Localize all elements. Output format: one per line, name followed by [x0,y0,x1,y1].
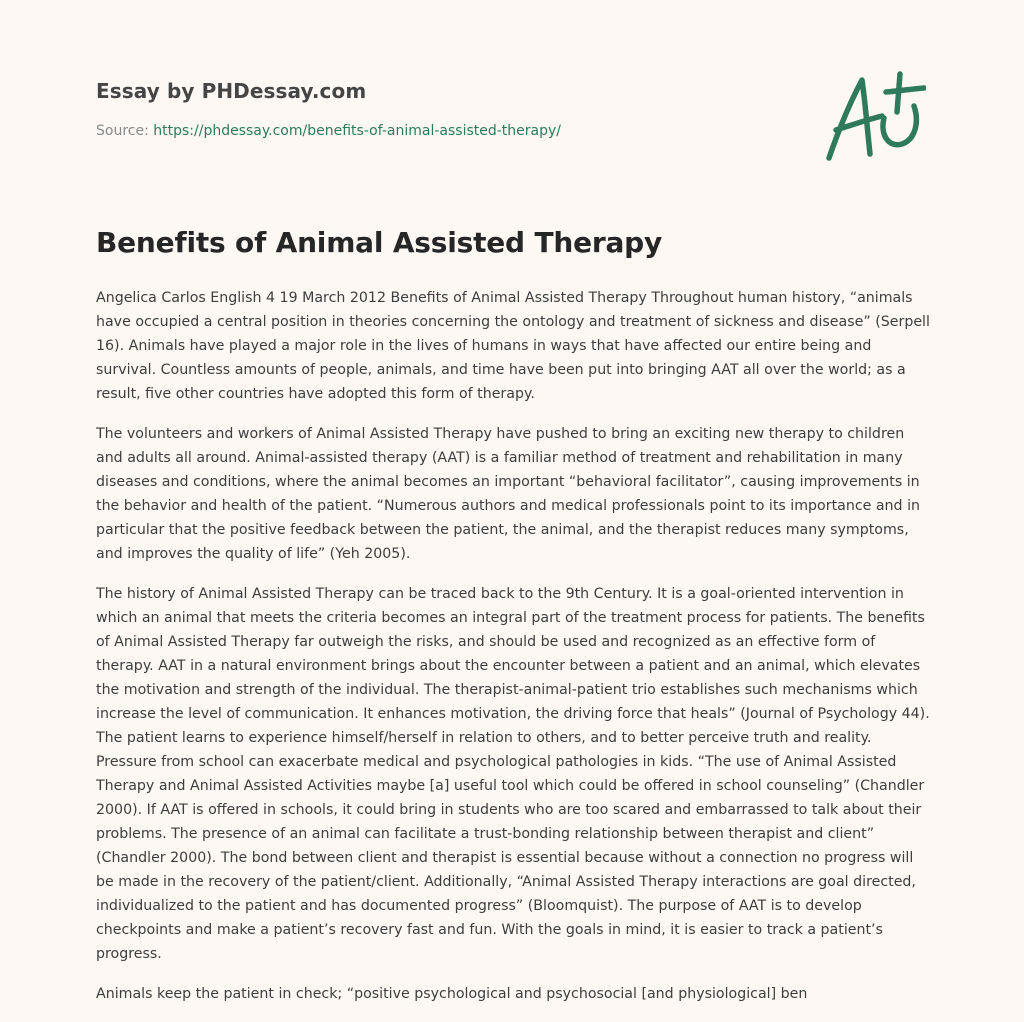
source-label: Source: [96,123,154,139]
essay-body [96,286,932,1022]
source-line [96,123,561,139]
a-plus-grade-icon [822,70,926,162]
essay-paragraph: The volunteers and workers of Animal Assisted Therapy have pushed to bring an exciting new therapy to children and adults all around. Animal-assisted therapy (AAT) is a familiar method of treatment and rehabilitation in many diseases and conditions, where the animal becomes an important “behavioral facilitator”, causing improvements in the behavior and health of the patient. “Numerous authors and medical professionals point to its importance and in particular that the positive feedback between the patient, the animal, and the therapist reduces many symptoms, and improves the quality of life” (Yeh 2005). [96,426,920,562]
site-title: Essay by PHDessay.com [96,79,367,103]
essay-title: Benefits of Animal Assisted Therapy [96,226,663,259]
essay-paragraph: The history of Animal Assisted Therapy can be traced back to the 9th Century. It is a goal-oriented intervention in which an animal that meets the criteria becomes an integral part of the treatment process for patients. The benefits of Animal Assisted Therapy far outweigh the risks, and should be used and recognized as an effective form of therapy. AAT in a natural environment brings about the encounter between a patient and an animal, which elevates the motivation and strength of the individual. The therapist-animal-patient trio establishes such mechanisms which increase the level of communication. It enhances motivation, the driving force that heals” (Journal of Psychology 44). The patient learns to experience himself/herself in relation to others, and to better perceive truth and reality. Pressure from school can exacerbate medical and psychological pathologies in kids. “The use of Animal Assisted Therapy and Animal Assisted Activities maybe [a] useful tool which could be offered in school counseling” (Chandler 2000). If AAT is offered in schools, it could bring in students who are too scared and embarrassed to talk about their problems. The presence of an animal can facilitate a trust-bonding relationship between therapist and client” (Chandler 2000). The bond between client and therapist is essential because without a connection no progress will be made in the recovery of the patient/client. Additionally, “Animal Assisted Therapy interactions are goal directed, individualized to the patient and has documented progress” (Bloomquist). The purpose of AAT is to develop checkpoints and make a patient’s recovery fast and fun. With the goals in mind, it is easier to track a patient’s progress. [96,586,930,962]
essay-paragraph: Animals keep the patient in check; “positive psychological and psychosocial [and physiological] ben [96,986,808,1002]
essay-paragraph: Angelica Carlos English 4 19 March 2012 Benefits of Animal Assisted Therapy Throughout human history, “animals have occupied a central position in theories concerning the ontology and treatment of sickness and disease” (Serpell 16). Animals have played a major role in the lives of humans in ways that have affected our entire being and survival. Countless amounts of people, animals, and time have been put into bringing AAT all over the world; as a result, five other countries have adopted this form of therapy. [96,290,930,402]
source-link[interactable]: https://phdessay.com/benefits-of-animal-assisted-therapy/ [153,123,562,139]
